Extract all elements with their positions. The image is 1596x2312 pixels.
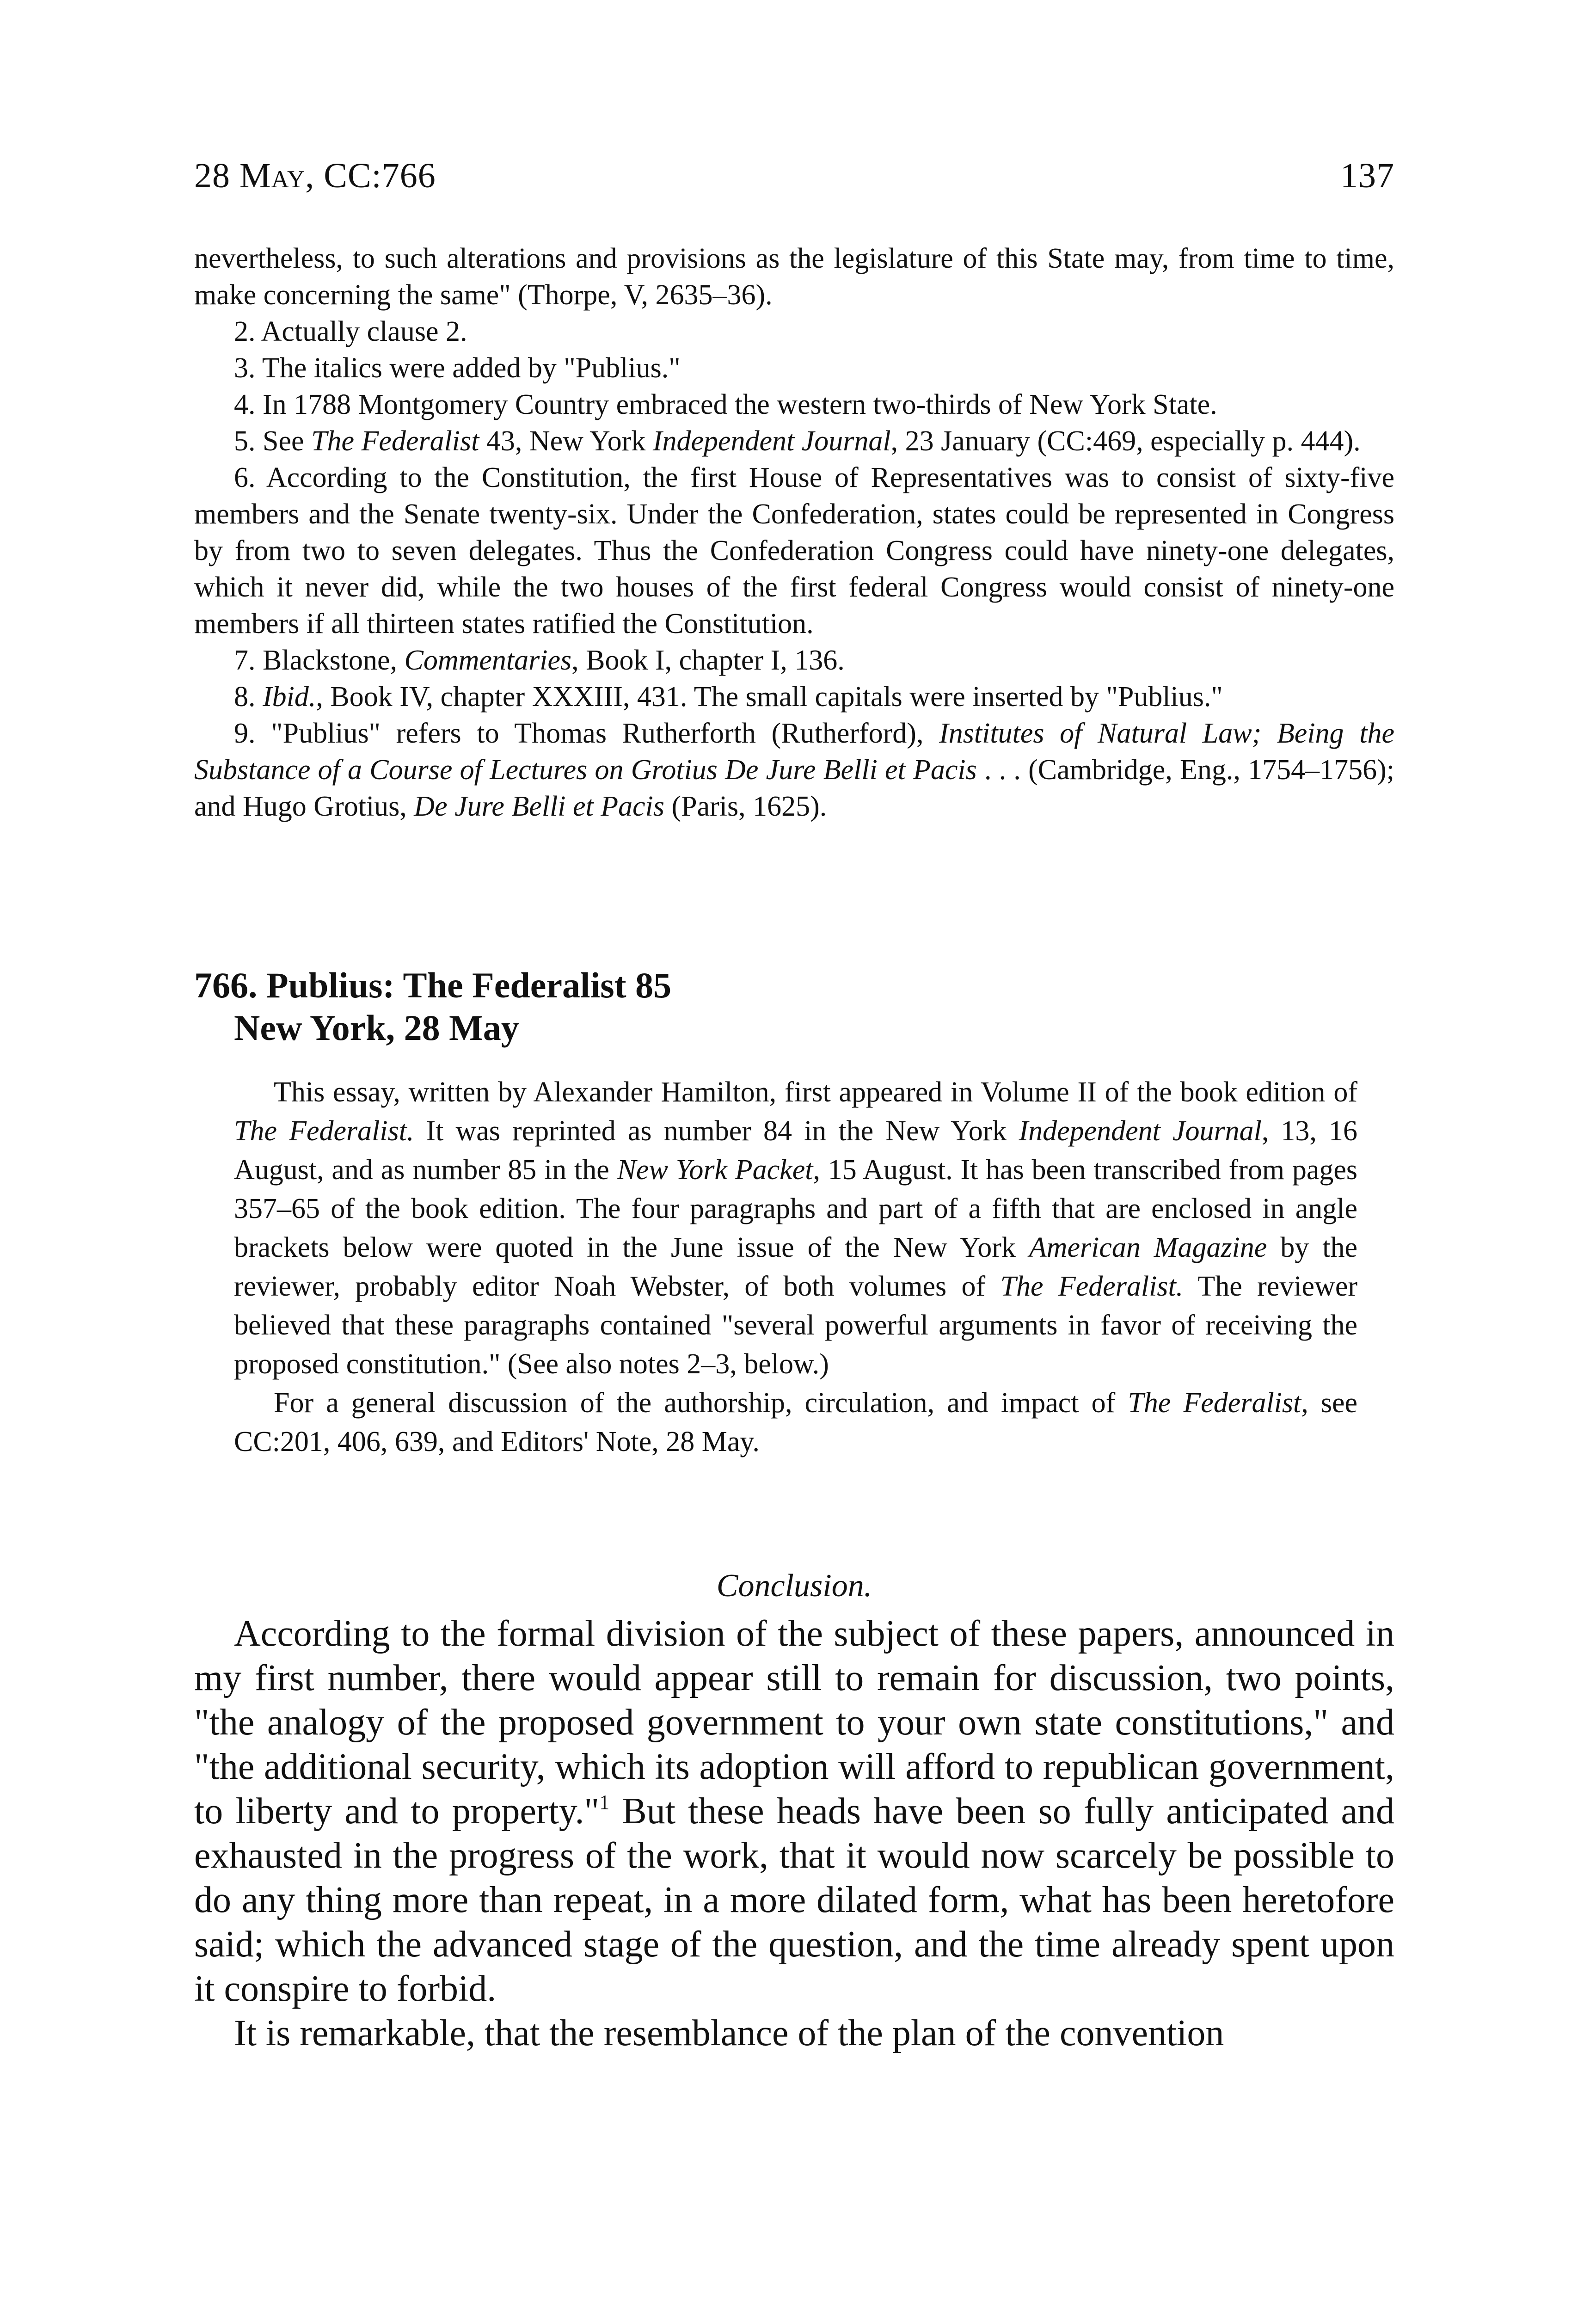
- note-4: 4. In 1788 Montgomery Country embraced the western two-thirds of New York State.: [234, 389, 1217, 420]
- note-2: 2. Actually clause 2.: [234, 316, 467, 347]
- page-number: 137: [1340, 156, 1394, 195]
- note-8: 8. Ibid., Book IV, chapter XXXIII, 431. The small capitals were inserted by "Publius.": [234, 681, 1223, 713]
- editorial-headnote: [234, 1073, 1357, 1461]
- endnotes: [194, 240, 1394, 825]
- heading-dateline: New York, 28 May: [234, 1008, 519, 1048]
- essay-paragraph-2: It is remarkable, that the resemblance of the plan of the convention: [234, 2013, 1224, 2054]
- running-head: [194, 153, 1394, 199]
- essay-body: [194, 1611, 1394, 2055]
- section-title: Conclusion.: [716, 1568, 872, 1604]
- note-5: 5. See The Federalist 43, New York Independent Journal, 23 January (CC:469, especially p. 444).: [234, 425, 1361, 457]
- essay-paragraph-1: According to the formal division of the subject of these papers, announced in my first number, there would appear still to remain for discussion, two points, "the analogy of the proposed government to your own state constitutions," and "the additional security, which its adoption will afford to republican government, to liberty and to property."$^1$ But these heads have been so fully anticipated and exhausted in the progress of the work, that it would now scarcely be possible to do any thing more than repeat, in a more dilated form, what has been heretofore said; which the advanced stage of the question, and the time already spent upon it conspire to forbid.: [194, 1613, 1395, 2009]
- note-3: 3. The italics were added by "Publius.": [234, 352, 681, 384]
- headnote-paragraph-2: For a general discussion of the authorship, circulation, and impact of The Federalist, see CC:201, 406, 639, and Editors' Note, 28 May.: [234, 1387, 1358, 1457]
- footnote-marker-1: 1: [599, 1791, 610, 1814]
- document-heading: [194, 964, 1394, 1049]
- note-6: 6. According to the Constitution, the first House of Representatives was to consist of sixty-five members and the Senate twenty-six. Under the Confederation, states could be represented in Congress by from two to seven delegates. Thus the Confederation Congress could have ninety-one delegates, which it never did, while the two houses of the first federal Congress would consist of ninety-one members if all thirteen states ratified the Constitution.: [194, 462, 1394, 639]
- note-9: 9. "Publius" refers to Thomas Rutherforth (Rutherford), Institutes of Natural Law; Being the Substance of a Course of Lectures on Grotius De Jure Belli et Pacis . . . (Cambridge, Eng., 1754–1756); and Hugo Grotius, De Jure Belli et Pacis (Paris, 1625).: [194, 718, 1394, 822]
- note-7: 7. Blackstone, Commentaries, Book I, chapter I, 136.: [234, 645, 845, 676]
- note-1-continuation: nevertheless, to such alterations and provisions as the legislature of this State may, from time to time, make concerning the same" (Thorpe, V, 2635–36).: [194, 243, 1394, 311]
- running-head-title: 28 May, CC:766: [194, 156, 436, 195]
- heading-title: 766. Publius: The Federalist 85: [194, 965, 672, 1005]
- headnote-paragraph-1: This essay, written by Alexander Hamilton, first appeared in Volume II of the book edition of The Federalist. It was reprinted as number 84 in the New York Independent Journal, 13, 16 August, and as number 85 in the New York Packet, 15 August. It has been transcribed from pages 357–65 of the book edition. The four paragraphs and part of a fifth that are enclosed in angle brackets below were quoted in the June issue of the New York American Magazine by the reviewer, probably editor Noah Webster, of both volumes of The Federalist. The reviewer believed that these paragraphs contained "several powerful arguments in favor of receiving the proposed constitution." (See also notes 2–3, below.): [234, 1076, 1358, 1380]
